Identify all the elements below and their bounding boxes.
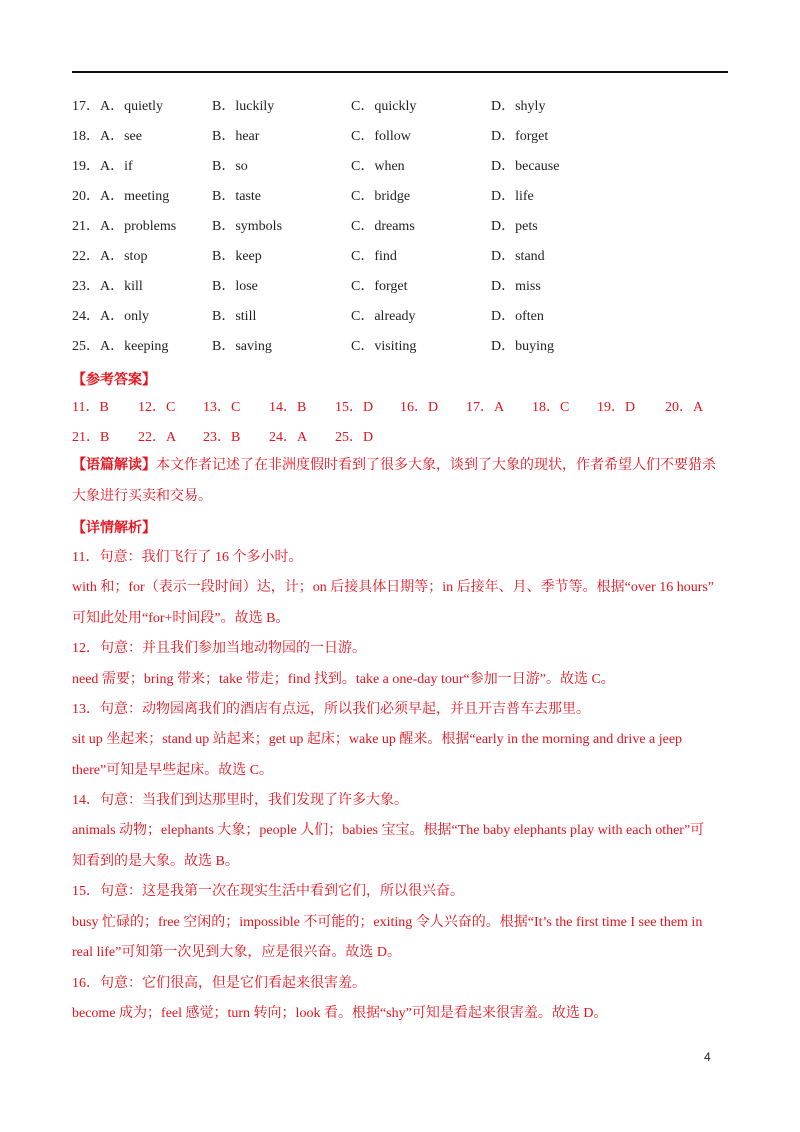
option-c: C．already	[351, 309, 416, 324]
option-a-text: A．kill	[100, 279, 143, 294]
summary-line-1	[72, 454, 732, 478]
answer-item: 13．C	[203, 400, 241, 415]
option-a	[72, 272, 143, 302]
option-row-19	[72, 152, 728, 182]
option-row-22	[72, 242, 728, 272]
question-number: 19．	[72, 159, 100, 174]
option-b: B．so	[212, 159, 248, 174]
option-b: B．still	[212, 309, 257, 324]
option-c: C．when	[351, 159, 405, 174]
question-number: 17．	[72, 99, 100, 114]
question-number: 20．	[72, 189, 100, 204]
explanation-line: 13．句意：动物园离我们的酒店有点远，所以我们必须早起，并且开吉普车去那里。	[72, 702, 590, 717]
option-c: C．bridge	[351, 189, 411, 204]
answer-item: 20．A	[665, 400, 704, 415]
answer-item: 14．B	[269, 400, 307, 415]
options-list	[72, 92, 728, 362]
option-d: D．life	[491, 189, 534, 204]
summary-label: 【语篇解读】	[72, 458, 156, 473]
option-b: B．keep	[212, 249, 262, 264]
header-rule	[72, 71, 728, 73]
answer-heading: 【参考答案】	[72, 373, 156, 388]
answer-item: 11．B	[72, 400, 109, 415]
option-d: D．because	[491, 159, 560, 174]
explanation-line: 15．句意：这是我第一次在现实生活中看到它们，所以很兴奋。	[72, 884, 464, 899]
option-d: D．shyly	[491, 99, 546, 114]
answer-row-2	[72, 423, 752, 453]
answer-item: 25．D	[335, 430, 374, 445]
answer-item: 21．B	[72, 430, 110, 445]
option-a	[72, 122, 142, 152]
explanation-line: sit up 坐起来；stand up 站起来；get up 起床；wake up 醒来。根据“early in the morning and drive a jeep	[72, 732, 683, 747]
option-c: C．quickly	[351, 99, 417, 114]
option-a	[72, 182, 169, 212]
explanation-line: animals 动物；elephants 大象；people 人们；babies 宝宝。根据“The baby elephants play with each other”可	[72, 823, 705, 838]
option-b: B．symbols	[212, 219, 283, 234]
option-b: B．lose	[212, 279, 258, 294]
option-b: B．saving	[212, 339, 272, 354]
option-row-17	[72, 92, 728, 122]
option-a-text: A．only	[100, 309, 149, 324]
option-row-24	[72, 302, 728, 332]
question-number: 18．	[72, 129, 100, 144]
answer-item: 24．A	[269, 430, 308, 445]
page-number: 4	[704, 1050, 711, 1064]
option-d: D．miss	[491, 279, 541, 294]
explanation-line: 12．句意：并且我们参加当地动物园的一日游。	[72, 641, 366, 656]
explanation-line: there”可知是早些起床。故选 C。	[72, 763, 274, 778]
option-a	[72, 212, 176, 242]
answer-key	[72, 393, 752, 453]
option-row-23	[72, 272, 728, 302]
option-a-text: A．meeting	[100, 189, 170, 204]
explanation-line: 知看到的是大象。故选 B。	[72, 854, 239, 869]
option-a-text: A．keeping	[100, 339, 169, 354]
option-a-text: A．quietly	[100, 99, 163, 114]
answer-row-1	[72, 393, 752, 423]
option-row-20	[72, 182, 728, 212]
answer-item: 15．D	[335, 400, 374, 415]
summary-line-2: 大象进行买卖和交易。	[72, 489, 212, 504]
option-a-text: A．problems	[100, 219, 177, 234]
option-d: D．buying	[491, 339, 554, 354]
option-a	[72, 242, 147, 272]
option-c: C．dreams	[351, 219, 415, 234]
explanation-line: become 成为；feel 感觉；turn 转向；look 看。根据“shy”可知是看起来很害羞。故选 D。	[72, 1006, 608, 1021]
option-a-text: A．if	[100, 159, 133, 174]
option-b: B．luckily	[212, 99, 275, 114]
answer-item: 12．C	[138, 400, 176, 415]
option-a	[72, 332, 168, 362]
question-number: 25．	[72, 339, 100, 354]
answer-item: 16．D	[400, 400, 439, 415]
question-number: 22．	[72, 249, 100, 264]
answer-item: 23．B	[203, 430, 241, 445]
option-d: D．often	[491, 309, 544, 324]
option-a-text: A．stop	[100, 249, 148, 264]
option-c: C．visiting	[351, 339, 417, 354]
option-d: D．pets	[491, 219, 538, 234]
question-number: 23．	[72, 279, 100, 294]
question-number: 24．	[72, 309, 100, 324]
answer-item: 17．A	[466, 400, 505, 415]
explanation-line: 16．句意：它们很高，但是它们看起来很害羞。	[72, 976, 366, 991]
answer-item: 22．A	[138, 430, 177, 445]
option-c: C．follow	[351, 129, 411, 144]
option-c: C．find	[351, 249, 397, 264]
option-d: D．stand	[491, 249, 545, 264]
option-a-text: A．see	[100, 129, 142, 144]
question-number: 21．	[72, 219, 100, 234]
answer-item: 18．C	[532, 400, 570, 415]
option-b: B．hear	[212, 129, 260, 144]
summary-text: 本文作者记述了在非洲度假时看到了很多大象，谈到了大象的现状，作者希望人们不要猎杀	[156, 458, 716, 473]
explanation-line: 14．句意：当我们到达那里时，我们发现了许多大象。	[72, 793, 408, 808]
explanation-line: 11．句意：我们飞行了 16 个多小时。	[72, 550, 303, 565]
option-row-25	[72, 332, 728, 362]
explanation-line: 可知此处用“for+时间段”。故选 B。	[72, 611, 290, 626]
option-a	[72, 152, 133, 182]
option-row-21	[72, 212, 728, 242]
explanation-line: busy 忙碌的；free 空闲的；impossible 不可能的；exiting 令人兴奋的。根据“It’s the first time I see them in	[72, 915, 703, 930]
explanation-line: real life”可知第一次见到大象，应是很兴奋。故选 D。	[72, 945, 401, 960]
option-b: B．taste	[212, 189, 261, 204]
detail-heading: 【详情解析】	[72, 521, 156, 536]
explanation-line: with 和；for（表示一段时间）达，计；on 后接具体日期等；in 后接年、月、季节等。根据“over 16 hours”	[72, 580, 715, 595]
answer-item: 19．D	[597, 400, 636, 415]
option-c: C．forget	[351, 279, 408, 294]
option-a	[72, 302, 149, 332]
option-row-18	[72, 122, 728, 152]
option-a	[72, 92, 163, 122]
option-d: D．forget	[491, 129, 549, 144]
explanation-line: need 需要；bring 带来；take 带走；find 找到。take a one-day tour“参加一日游”。故选 C。	[72, 672, 615, 687]
